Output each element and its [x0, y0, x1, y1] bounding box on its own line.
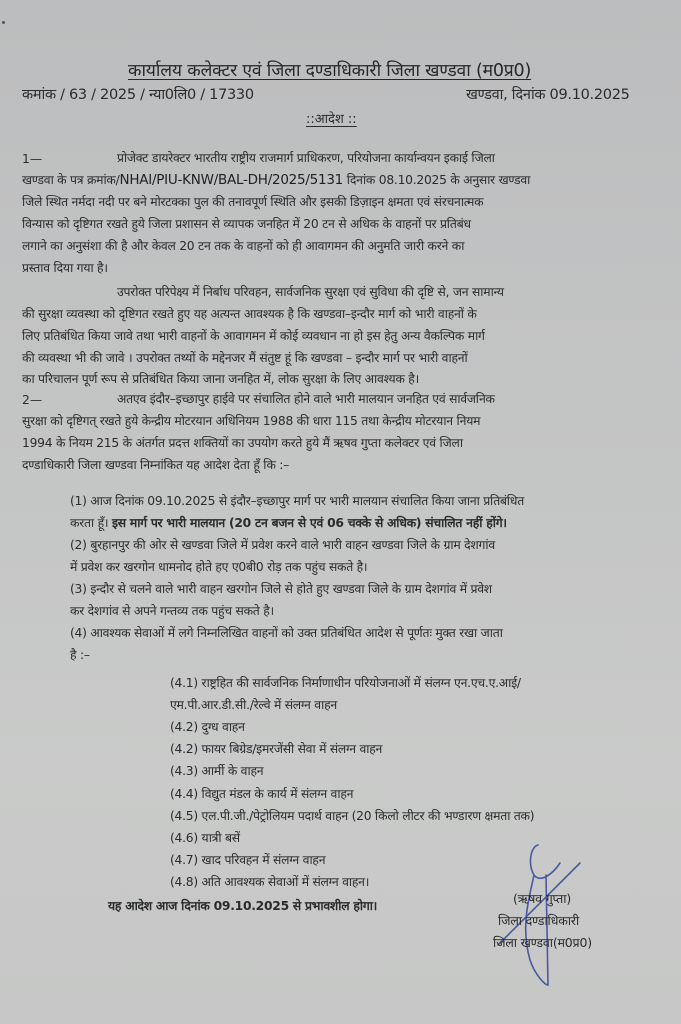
- order-item-4-cont: है :–: [70, 648, 90, 662]
- letter-reference: NHAI/PIU-KNW/BAL-DH/2025/5131: [119, 172, 344, 188]
- section-1-line: जिले स्थित नर्मदा नदी पर बने मोरटक्का पुल की तनावपूर्ण स्थिति और इसकी डिज़ाइन क्षमता एवं संरचनात्मक: [22, 195, 484, 209]
- section-2-line: दण्डाधिकारी जिला खण्डवा निम्नांकित यह आदेश देता हूँ कि :–: [22, 458, 290, 472]
- exemption-item: (4.7) खाद परिवहन में संलग्न वाहन: [170, 853, 326, 867]
- section-1-para2-line: उपरोक्त परिपेक्ष्य में निर्बाध परिवहन, सार्वजनिक सुरक्षा एवं सुविधा की दृष्टि से, जन सामान्य: [117, 285, 504, 299]
- exemption-item: (4.1) राष्ट्रहित की सार्वजनिक निर्माणाधीन परियोजनाओं में संलग्न एन.एच.ए.आई/: [170, 676, 521, 690]
- scan-speck: [2, 21, 5, 24]
- section-1-line: विन्यास को दृष्टिगत रखते हुये जिला प्रशासन से व्यापक जनहित में 20 टन से अधिक के वाहनों पर प्रतिबंध: [22, 217, 471, 231]
- order-item-2-cont: में प्रवेश कर खरगोन धामनोद होते हए ए0बी0 रोड़ तक पहुंच सकते है।: [70, 560, 368, 574]
- signatory-designation: जिला दण्डाधिकारी: [498, 913, 580, 928]
- place-date: खण्डवा, दिनांक 09.10.2025: [466, 87, 630, 103]
- section-1-para2-line: का परिचालन पूर्ण रूप से प्रतिबंधित किया जाना जनहित में, लोक सुरक्षा के लिए आवश्यक है।: [22, 372, 419, 386]
- exemption-item: (4.8) अति आवश्यक सेवाओं में संलग्न वाहन।: [170, 875, 370, 889]
- order-item-3: (3) इन्दौर से चलने वाले भारी वाहन खरगोन जिले से होते हुए खण्डवा जिले के ग्राम देशगांव में प्रवेश: [70, 582, 492, 596]
- order-item-3-cont: कर देशगांव से अपने गन्तव्य तक पहुंच सकते है।: [70, 604, 274, 618]
- section-1-number: 1—: [22, 152, 43, 166]
- exemption-item: (4.6) यात्री बसें: [170, 831, 240, 845]
- section-1-line: प्रस्ताव दिया गया है।: [22, 261, 108, 275]
- section-1-para2-line: की व्यवस्था भी की जावे । उपरोक्त तथ्यों के मद्देनजर मैं संतुष्ट हूं कि खण्डवा – इन्दौर मार्ग पर भारी वाहनों: [22, 351, 468, 365]
- section-2-line: अतएव इंदौर–इच्छापुर हाईवे पर संचालित होने वाले भारी मालयान जनहित एवं सार्वजनिक: [117, 392, 495, 406]
- exemption-item: (4.5) एल.पी.जी./पेट्रोलियम पदार्थ वाहन (20 किलो लीटर की भण्डारण क्षमता तक): [170, 809, 535, 823]
- order-item-1-cont: [70, 517, 507, 529]
- order-heading: ::आदेश ::: [306, 112, 357, 127]
- order-item-1-bold: इस मार्ग पर भारी मालयान (20 टन बजन से एवं 06 चक्के से अधिक) संचालित नहीं होंगे।: [111, 516, 507, 530]
- exemption-item: (4.4) विद्युत मंडल के कार्य में संलग्न वाहन: [170, 787, 354, 801]
- letter-prefix: खण्डवा के पत्र क्रमांक/: [22, 173, 120, 187]
- exemption-item: (4.3) आर्मी के वाहन: [170, 764, 264, 778]
- exemption-item: (4.2) फायर बिग्रेड/इमरजेंसी सेवा में संलग्न वाहन: [170, 742, 383, 756]
- section-1-line: [22, 174, 530, 188]
- effective-date-statement: यह आदेश आज दिनांक 09.10.2025 से प्रभावशील होगा।: [108, 899, 378, 913]
- exemption-item: एम.पी.आर.डी.सी./रेल्वे में संलग्न वाहन: [170, 698, 337, 712]
- section-2-line: सुरक्षा को दृष्टिगत् रखते हुये केन्द्रीय मोटरयान अधिनियम 1988 की धारा 115 तथा केन्द्रीय मोटरयान नियम: [22, 414, 481, 428]
- order-item-1-plain: करता हूँ।: [70, 516, 109, 530]
- section-1-line: प्रोजेक्ट डायरेक्टर भारतीय राष्ट्रीय राजमार्ग प्राधिकरण, परियोजना कार्यान्वयन इकाई जिला: [117, 151, 495, 165]
- section-1-line: लगाने का अनुसंशा की है और केवल 20 टन तक के वाहनों को ही आवागमन की अनुमति जारी करने का: [22, 239, 465, 253]
- letter-suffix: दिनांक 08.10.2025 के अनुसार खण्डवा: [346, 173, 531, 187]
- office-title: कार्यालय कलेक्टर एवं जिला दण्डाधिकारी जिला खण्डवा (म0प्र0): [128, 61, 532, 81]
- section-2-number: 2—: [22, 393, 43, 407]
- section-1-para2-line: की सुरक्षा व्यवस्था को दृष्टिगत रखते हुए यह अत्यन्त आवश्यक है कि खण्डवा–इन्दौर मार्ग को भारी वाहनों के: [22, 307, 477, 321]
- order-item-1: (1) आज दिनांक 09.10.2025 से इंदौर–इच्छापुर मार्ग पर भारी मालयान संचालित किया जाना प्रतिबंधित: [70, 494, 524, 508]
- reference-number: कमांक / 63 / 2025 / न्या0लि0 / 17330: [22, 87, 254, 103]
- exemption-item: (4.2) दुग्ध वाहन: [170, 720, 245, 734]
- signatory-district: जिला खण्डवा(म0प्र0): [493, 935, 592, 950]
- order-item-4: (4) आवश्यक सेवाओं में लगे निम्नलिखित वाहनों को उक्त प्रतिबंधित आदेश से पूर्णतः मुक्त रखा जाता: [70, 626, 503, 640]
- section-1-para2-line: लिए प्रतिबंधित किया जावे तथा भारी वाहनों के आवागमन में कोई व्यवधान ना हो इस हेतु अन्य वैकल्पिक मार्ग: [22, 329, 485, 343]
- section-2-line: 1994 के नियम 215 के अंतर्गत प्रदत्त शक्तियों का उपयोग करते हुये मैं ऋषव गुप्ता कलेक्टर एवं जिला: [22, 436, 463, 450]
- order-item-2: (2) बुरहानपुर की ओर से खण्डवा जिले में प्रवेश करने वाले भारी वाहन खण्डवा जिले के ग्राम देशगांव: [70, 538, 495, 552]
- signatory-name: (ऋषव गुप्ता): [513, 891, 572, 906]
